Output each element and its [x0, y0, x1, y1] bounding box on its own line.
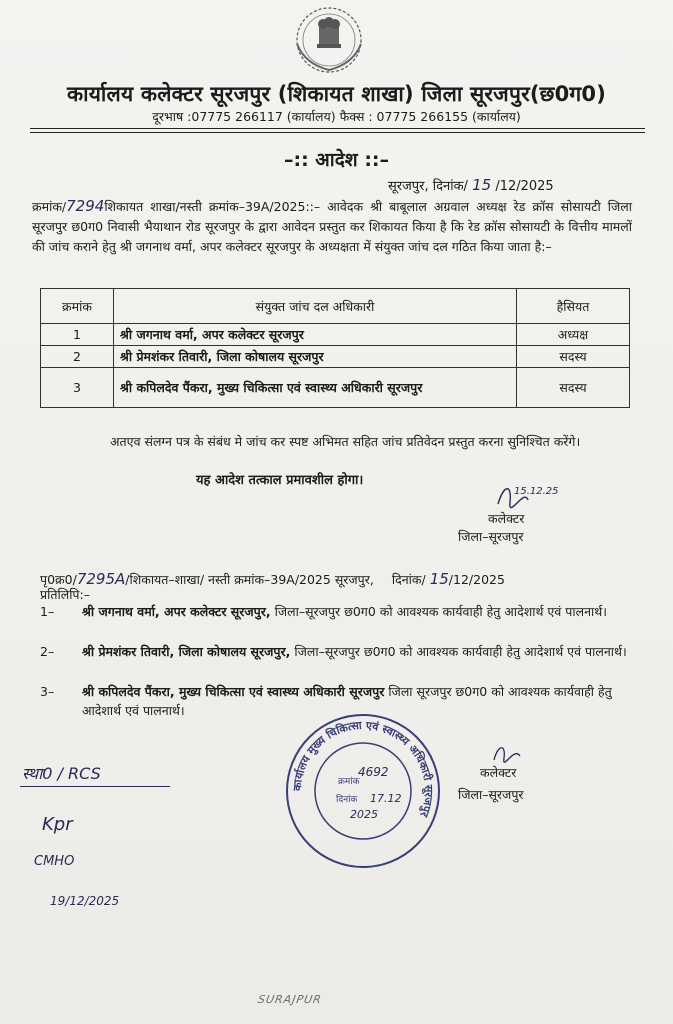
copy-recipient: श्री प्रेमशंकर तिवारी, जिला कोषालय सूरजपुर, — [82, 644, 291, 659]
handwritten-notes — [20, 756, 190, 926]
copy-number: 1– — [40, 604, 55, 619]
header-rule-thin — [30, 132, 645, 133]
place-date-rest: /12/2025 — [495, 179, 554, 194]
handwritten-endorsement-number: 7295A — [76, 570, 126, 588]
handwritten-note: 19/12/2025 — [50, 894, 120, 908]
seal-date: 17.12 — [370, 792, 402, 805]
handwritten-reference-number: 7294 — [66, 197, 105, 215]
header-rule — [30, 128, 645, 129]
office-contact: दूरभाष :07775 266117 (कार्यालय) फैक्स : 07775 266155 (कार्यालय) — [152, 109, 521, 124]
endorsement-line — [40, 570, 505, 588]
row-number: 1 — [41, 324, 114, 346]
copy-recipient: श्री जगनाथ वर्मा, अपर कलेक्टर सूरजपुर, — [82, 604, 271, 619]
row-number: 2 — [41, 346, 114, 368]
collector-designation: कलेक्टर — [488, 511, 525, 526]
office-title: कार्यालय कलेक्टर सूरजपुर (शिकायत शाखा) जिला सूरजपुर(छ0ग0) — [66, 82, 607, 106]
table-header: क्रमांक — [41, 289, 114, 324]
officer-name: श्री कपिलदेव पैंकरा, मुख्य चिकित्सा एवं स्वास्थ्य अधिकारी सूरजपुर — [114, 368, 517, 408]
handwritten-note: स्था0 / RCS — [22, 764, 101, 783]
endorsement-text: /शिकायत–शाखा/ नस्ती क्रमांक–39A/2025 सूरजपुर, — [125, 572, 374, 587]
endorsement-date-rest: /12/2025 — [448, 572, 505, 587]
collector-district: जिला–सूरजपुर — [458, 529, 524, 544]
copy-rest: जिला सूरजपुर छ0ग0 को आवश्यक कार्यवाही हेतु आदेशार्थ एवं पालनार्थ। — [82, 684, 612, 718]
signature-date: 15.12.25 — [514, 486, 559, 497]
endorsement-prefix: पृ0क्र0/ — [40, 572, 77, 587]
reference-text: शिकायत शाखा/नस्ती क्रमांक–39A/2025::– आवेदक श्री बाबूलाल अग्रवाल अध्यक्ष रेड क्रॉस सोसायटी जिला सूरजपुर छ0ग0 निवासी भैयाथान रोड सूरजपुर के द्वारा आवेदन प्रस्तुत कर शिकायत किया है कि रेड क्रॉस सोसायटी के वित्तीय मामलों की जांच कराने हेतु श्री जगनाथ वर्मा, अपर कलेक्टर सूरजपुर के अध्यक्षता में संयुक्त जांच दल गठित किया जाता है:– — [32, 199, 632, 254]
collector-designation-2: कलेक्टर — [480, 765, 517, 780]
collector-district-2: जिला–सूरजपुर — [458, 787, 524, 802]
officer-name: श्री जगनाथ वर्मा, अपर कलेक्टर सूरजपुर — [114, 324, 517, 346]
handwritten-note: CMHO — [34, 854, 75, 869]
endorsement-date-label: दिनांक/ — [391, 572, 426, 587]
handwritten-endorsement-day: 15 — [429, 570, 449, 588]
reference-prefix: क्रमांक/ — [32, 199, 67, 214]
seal-label-date: दिनांक — [336, 795, 358, 805]
copy-text — [82, 642, 642, 661]
copy-text — [82, 602, 642, 621]
officer-name: श्री प्रेमशंकर तिवारी, जिला कोषालय सूरजपुर — [114, 346, 517, 368]
inward-seal-stamp — [282, 710, 444, 872]
handwritten-note: Kpr — [42, 814, 73, 835]
officer-role: अध्यक्ष — [517, 324, 630, 346]
signature-scribble-icon — [490, 740, 530, 766]
seal-label-number: क्रमांक — [338, 777, 360, 787]
copy-rest: जिला–सूरजपुर छ0ग0 को आवश्यक कार्यवाही हेतु आदेशार्थ एवं पालनार्थ। — [294, 644, 627, 659]
copy-recipient: श्री कपिलदेव पैंकरा, मुख्य चिकित्सा एवं स्वास्थ्य अधिकारी सूरजपुर — [82, 684, 385, 699]
seal-ring-path-text: कार्यालय मुख्य चिकित्सा एवं स्वास्थ्य अधिकारी सूरजपुर — [290, 718, 436, 819]
national-emblem-icon — [283, 4, 375, 80]
instruction-paragraph: अतएव संलग्न पत्र के संबंध मे जांच कर स्पष्ट अभिमत सहित जांच प्रतिवेदन प्रस्तुत करना सुनिश्चित करेंगे। — [110, 434, 581, 449]
order-heading: –:: आदेश ::– — [283, 149, 390, 171]
officer-role: सदस्य — [517, 368, 630, 408]
note-underline — [20, 786, 170, 787]
copy-number: 3– — [40, 684, 55, 699]
seal-inward-number: 4692 — [358, 765, 389, 779]
copy-number: 2– — [40, 644, 55, 659]
table-row — [41, 324, 630, 346]
effective-statement: यह आदेश तत्काल प्रमावशील होगा। — [196, 473, 364, 488]
table-row — [41, 346, 630, 368]
inquiry-team-table — [40, 288, 630, 408]
copy-rest: जिला–सूरजपुर छ0ग0 को आवश्यक कार्यवाही हेतु आदेशार्थ एवं पालनार्थ। — [274, 604, 607, 619]
handwritten-day: 15 — [472, 176, 492, 194]
seal-year: 2025 — [350, 808, 378, 821]
place-date-label: सूरजपुर, दिनांक/ — [388, 179, 468, 194]
row-number: 3 — [41, 368, 114, 408]
table-row — [41, 368, 630, 408]
table-header: संयुक्त जांच दल अधिकारी — [114, 289, 517, 324]
footer-watermark: SURAJPUR — [256, 993, 323, 1006]
table-header-row — [41, 289, 630, 324]
officer-role: सदस्य — [517, 346, 630, 368]
copy-label: प्रतिलिपि:– — [40, 587, 90, 602]
table-header: हैसियत — [517, 289, 630, 324]
place-date — [388, 176, 554, 194]
reference-paragraph — [32, 196, 632, 257]
